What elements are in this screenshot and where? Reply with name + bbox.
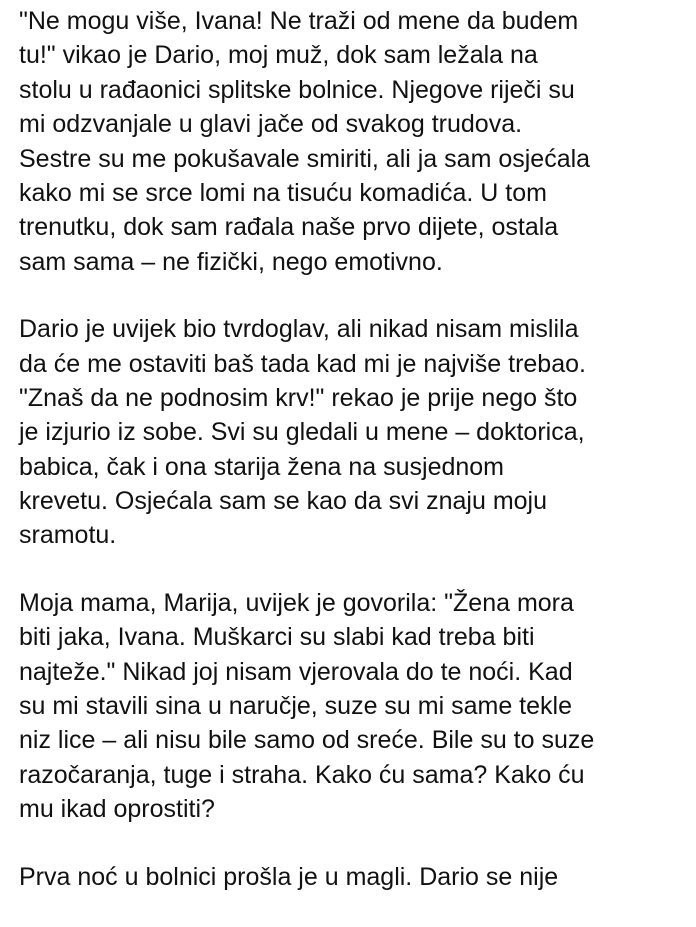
text-line: krevetu. Osjećala sam se kao da svi znaju moju xyxy=(19,487,548,516)
text-line: je izjurio iz sobe. Svi su gledali u mene – doktorica, xyxy=(19,418,585,447)
text-line: mu ikad oprostiti? xyxy=(19,795,215,824)
text-line: najteže." Nikad joj nisam vjerovala do te noći. Kad xyxy=(19,657,573,686)
text-line: biti jaka, Ivana. Muškarci su slabi kad treba biti xyxy=(19,623,535,652)
paragraph-2 xyxy=(19,312,689,553)
text-line: da će me ostaviti baš tada kad mi je najviše trebao. xyxy=(19,349,586,378)
text-line: babica, čak i ona starija žena na susjednom xyxy=(19,452,505,481)
text-line: "Ne mogu više, Ivana! Ne traži od mene da budem xyxy=(19,7,579,35)
text-line: stolu u rađaonici splitske bolnice. Njegove riječi su xyxy=(19,75,575,104)
story-text xyxy=(19,4,689,927)
text-line: sramotu. xyxy=(19,521,117,550)
text-line: sam sama – ne fizički, nego emotivno. xyxy=(19,247,443,276)
text-line: "Znaš da ne podnosim krv!" rekao je prije nego što xyxy=(19,383,578,412)
text-line: Moja mama, Marija, uvijek je govorila: "Žena mora xyxy=(19,588,574,617)
paragraph-3 xyxy=(19,586,689,827)
text-line: mi odzvanjale u glavi jače od svakog trudova. xyxy=(19,110,523,139)
text-line: su mi stavili sina u naručje, suze su mi same tekle xyxy=(19,692,572,721)
text-line: Prva noć u bolnici prošla je u magli. Dario se nije xyxy=(19,862,559,891)
text-line: trenutku, dok sam rađala naše prvo dijete, ostala xyxy=(19,213,559,242)
text-line: razočaranja, tuge i straha. Kako ću sama? Kako ću xyxy=(19,760,585,789)
text-line: Dario je uvijek bio tvrdoglav, ali nikad nisam mislila xyxy=(19,315,579,344)
text-line: Sestre su me pokušavale smiriti, ali ja sam osjećala xyxy=(19,144,591,173)
paragraph-4 xyxy=(19,860,689,894)
text-line: kako mi se srce lomi na tisuću komadića. U tom xyxy=(19,178,547,207)
text-line: tu!" vikao je Dario, moj muž, dok sam ležala na xyxy=(19,41,538,70)
paragraph-1 xyxy=(19,4,689,279)
text-line: niz lice – ali nisu bile samo od sreće. Bile su to suze xyxy=(19,726,595,755)
